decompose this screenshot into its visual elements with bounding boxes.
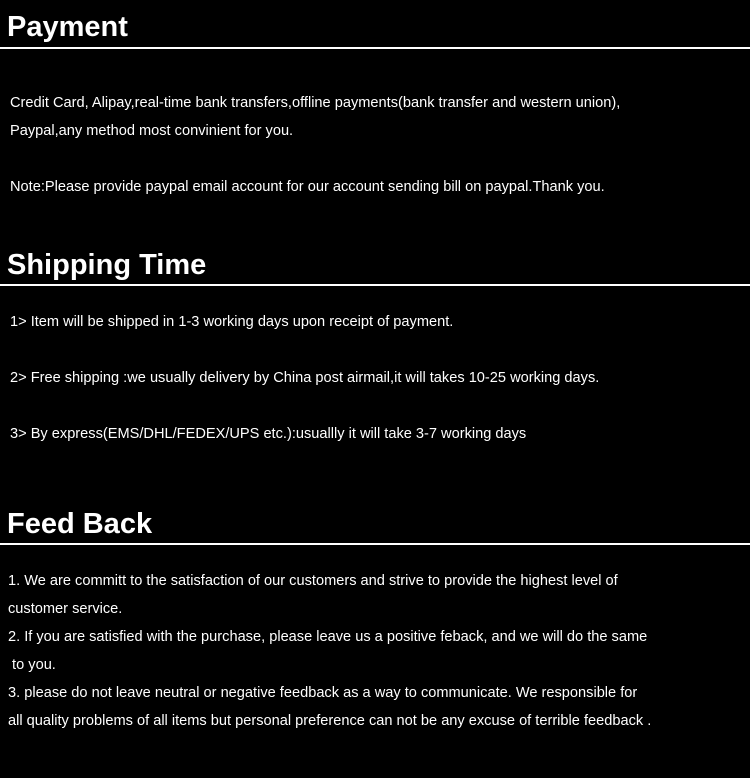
shipping-divider: [0, 284, 750, 286]
feedback-line: to you.: [8, 657, 56, 673]
payment-note: Note:Please provide paypal email account for our account sending bill on paypal.Thank you.: [10, 179, 605, 195]
feedback-line: 3. please do not leave neutral or negative feedback as a way to communicate. We responsible for: [8, 685, 638, 701]
payment-methods-line: Credit Card, Alipay,real-time bank transfers,offline payments(bank transfer and western union),: [10, 95, 621, 111]
shipping-item: 2> Free shipping :we usually delivery by China post airmail,it will takes 10-25 working days.: [10, 370, 600, 386]
feedback-divider: [0, 543, 750, 545]
payment-divider: [0, 47, 750, 49]
feedback-line: customer service.: [8, 601, 123, 617]
payment-methods-line: Paypal,any method most convinient for you.: [10, 123, 294, 139]
shipping-item: 1> Item will be shipped in 1-3 working days upon receipt of payment.: [10, 314, 454, 330]
feedback-line: all quality problems of all items but personal preference can not be any excuse of terrible feedback .: [8, 713, 652, 729]
shipping-item: 3> By express(EMS/DHL/FEDEX/UPS etc.):usuallly it will take 3-7 working days: [10, 426, 527, 442]
payment-heading: Payment: [7, 11, 128, 43]
feedback-line: 1. We are committ to the satisfaction of our customers and strive to provide the highest level of: [8, 573, 618, 589]
feedback-heading: Feed Back: [7, 508, 153, 540]
shipping-heading: Shipping Time: [7, 249, 207, 281]
feedback-line: 2. If you are satisfied with the purchase, please leave us a positive feback, and we will do the same: [8, 629, 648, 645]
